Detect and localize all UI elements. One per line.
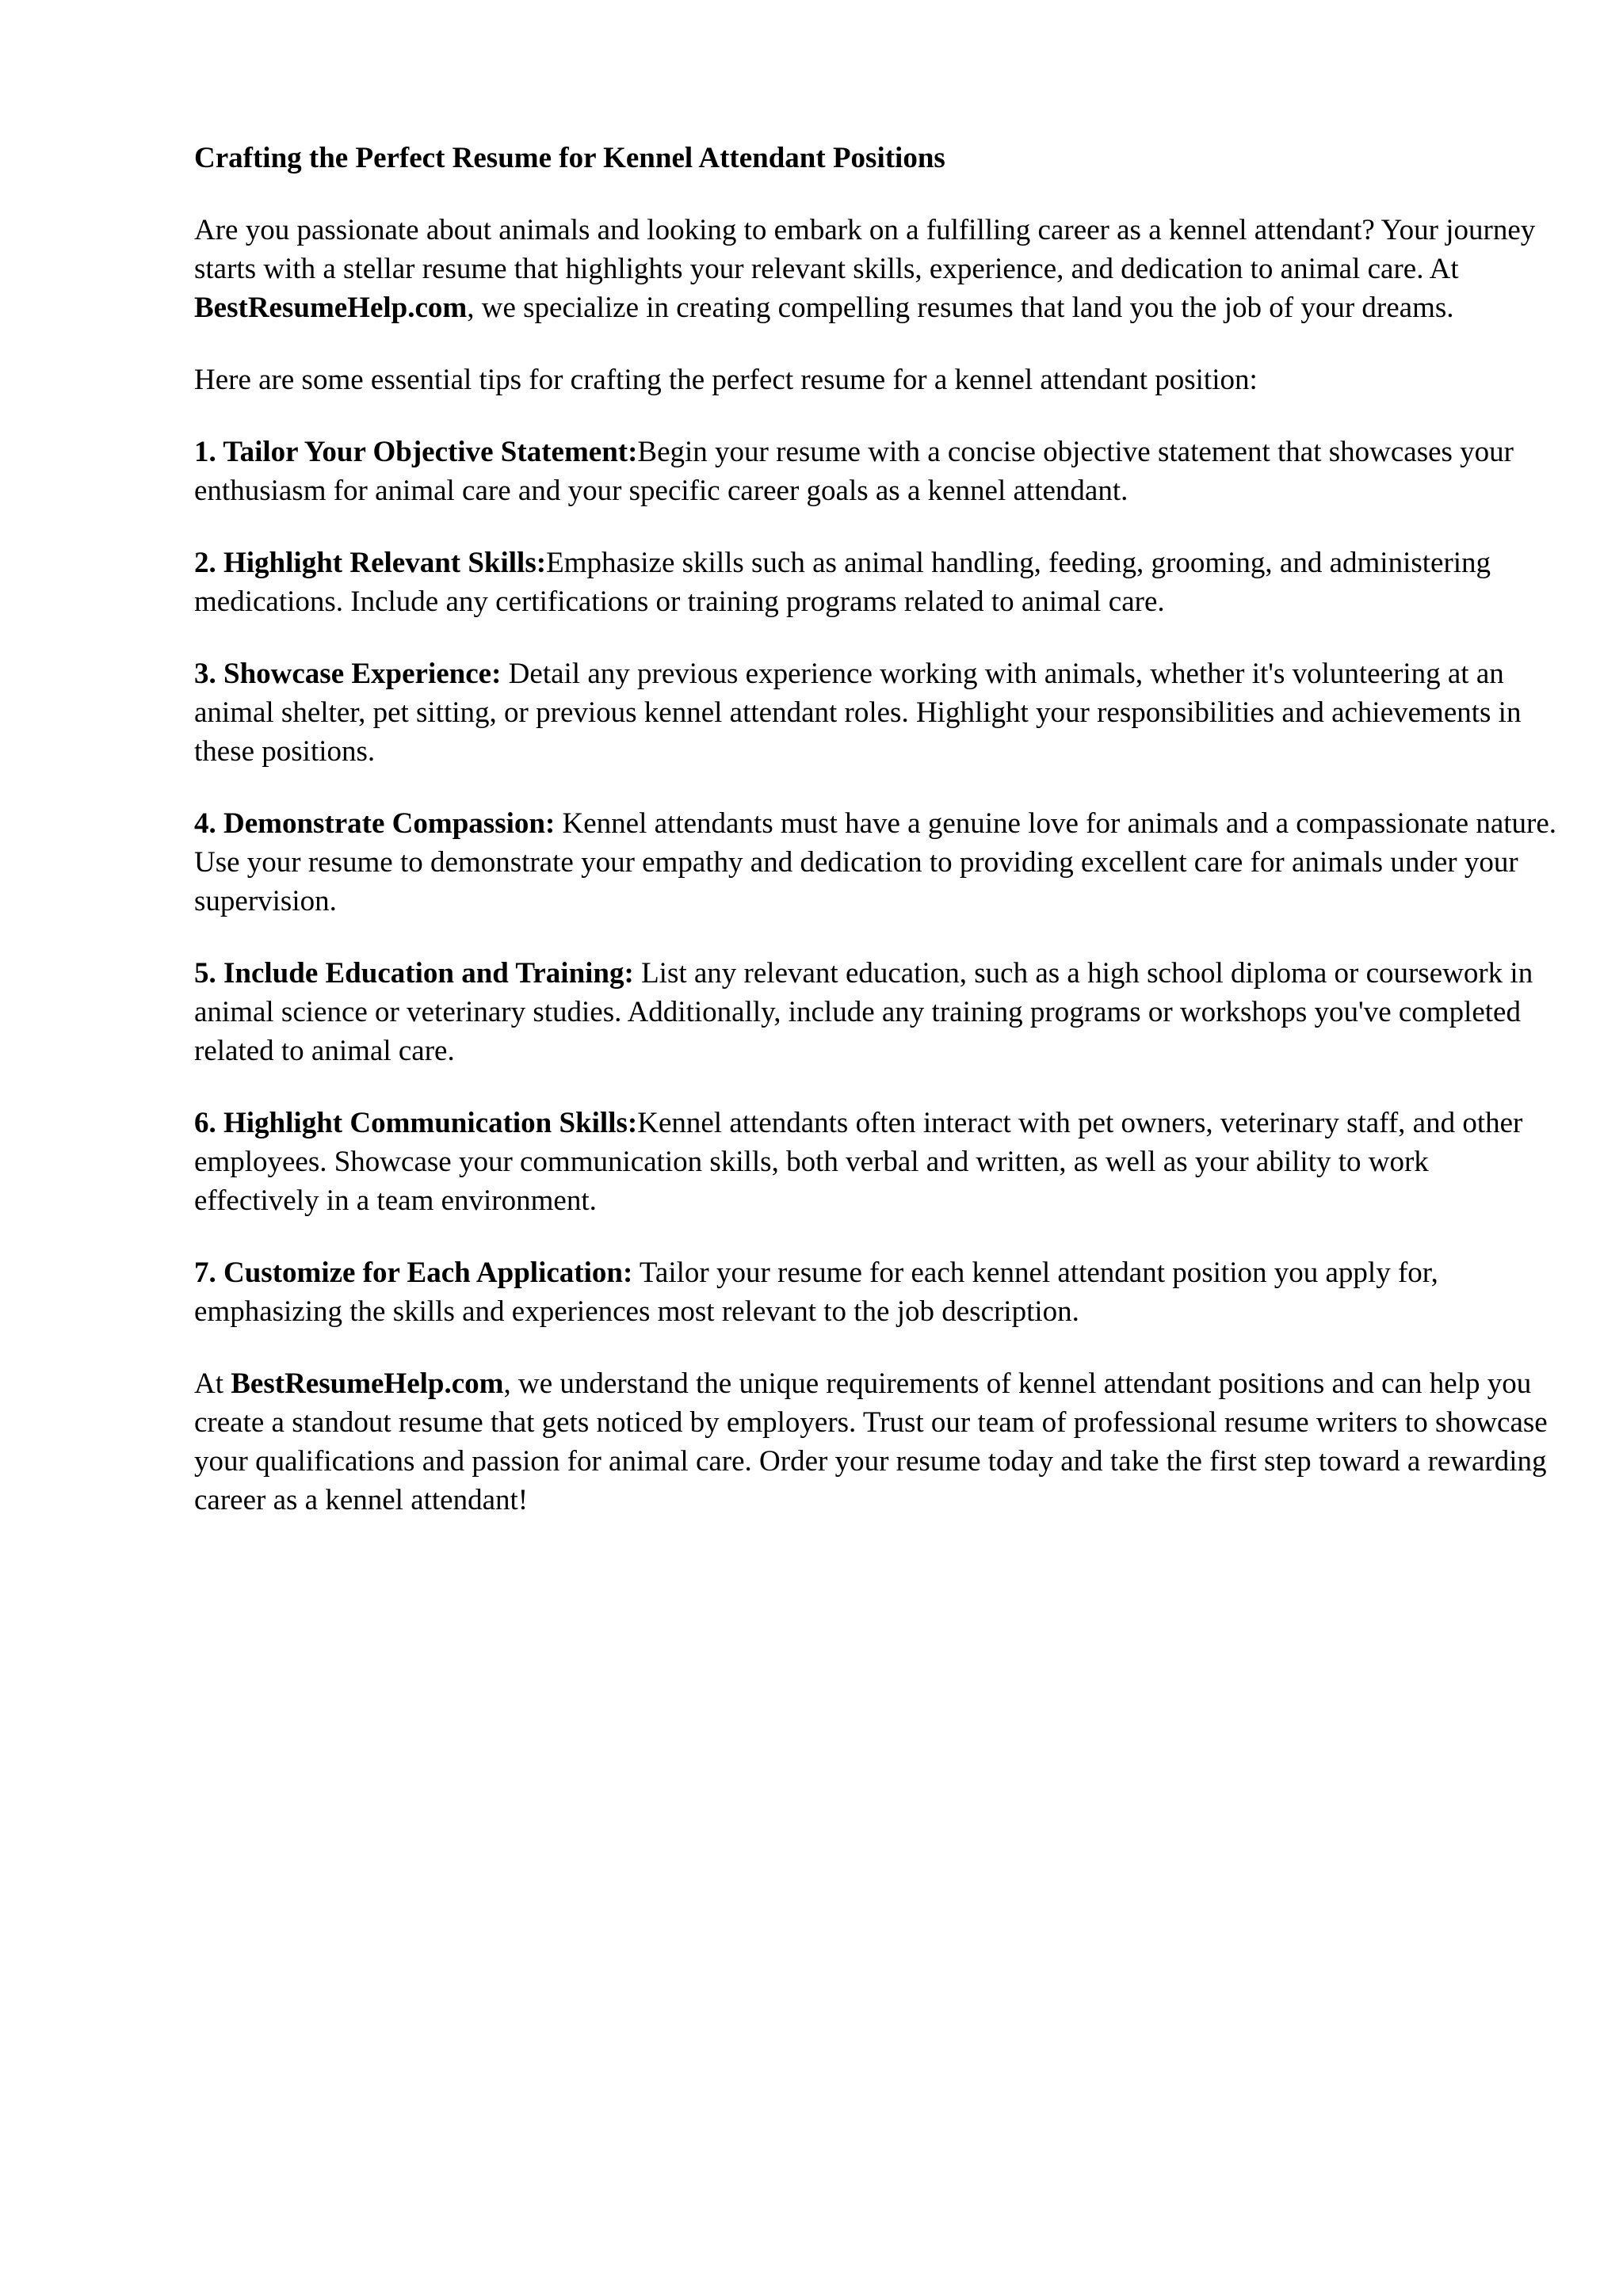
lead-in-paragraph: Here are some essential tips for crafting the perfect resume for a kennel attendant position: xyxy=(194,364,1258,396)
tip-text-6: Kennel attendants often interact with pet owners, veterinary staff, and other employees. Showcase your communication skills, both verbal and written, as well as your ability to work effectively in a team environment. xyxy=(194,1107,1523,1217)
tip-heading-3: 3. Showcase Experience: xyxy=(194,658,502,690)
tip-text-3: Detail any previous experience working with animals, whether it's volunteering at an animal shelter, pet sitting, or previous kennel attendant roles. Highlight your responsibilities and achievements in these positions. xyxy=(194,658,1522,768)
tip-text-2: Emphasize skills such as animal handling, feeding, grooming, and administering medications. Include any certifications or training programs related to animal care. xyxy=(194,547,1491,618)
tip-heading-7: 7. Customize for Each Application: xyxy=(194,1257,633,1289)
tip-paragraph-1 xyxy=(194,433,1557,510)
tip-paragraph-5 xyxy=(194,954,1557,1070)
tip-paragraph-3 xyxy=(194,654,1557,771)
tip-paragraph-7 xyxy=(194,1253,1557,1331)
tip-heading-1: 1. Tailor Your Objective Statement: xyxy=(194,436,638,468)
tip-heading-5: 5. Include Education and Training: xyxy=(194,957,634,990)
closing-text-after: , we understand the unique requirements of kennel attendant positions and can help you create a standout resume that gets noticed by employers. Trust our team of professional resume writers to showcase your qualifications and passion for animal care. Order your resume today and take the first step toward a rewarding career as a kennel attendant! xyxy=(194,1367,1548,1516)
tip-paragraph-6 xyxy=(194,1104,1557,1220)
closing-paragraph xyxy=(194,1364,1557,1520)
intro-brand-name: BestResumeHelp.com xyxy=(194,292,468,324)
tip-heading-6: 6. Highlight Communication Skills: xyxy=(194,1107,638,1139)
tip-paragraph-4 xyxy=(194,804,1557,921)
closing-text-before: At xyxy=(194,1367,231,1400)
intro-text-before: Are you passionate about animals and looking to embark on a fulfilling career as a kennel attendant? Your journey starts with a stellar resume that highlights your relevant skills, experience, and dedication to animal care. At xyxy=(194,214,1536,285)
tip-text-4: Kennel attendants must have a genuine love for animals and a compassionate nature. Use your resume to demonstrate your empathy and dedication to providing excellent care for animals under your supervision. xyxy=(194,807,1557,917)
closing-brand-name: BestResumeHelp.com xyxy=(231,1367,504,1400)
tip-text-5: List any relevant education, such as a high school diploma or coursework in animal science or veterinary studies. Additionally, include any training programs or workshops you've completed related to animal care. xyxy=(194,957,1533,1067)
tip-heading-2: 2. Highlight Relevant Skills: xyxy=(194,547,547,579)
tip-text-7: Tailor your resume for each kennel attendant position you apply for, emphasizing the skills and experiences most relevant to the job description. xyxy=(194,1257,1438,1328)
intro-text-after: , we specialize in creating compelling resumes that land you the job of your dreams. xyxy=(467,292,1454,324)
document-body xyxy=(194,139,1557,1553)
tip-paragraph-2 xyxy=(194,543,1557,621)
tip-heading-4: 4. Demonstrate Compassion: xyxy=(194,807,556,840)
document-title: Crafting the Perfect Resume for Kennel Attendant Positions xyxy=(194,142,945,174)
intro-paragraph xyxy=(194,211,1557,327)
tip-text-1: Begin your resume with a concise objective statement that showcases your enthusiasm for animal care and your specific career goals as a kennel attendant. xyxy=(194,436,1514,507)
